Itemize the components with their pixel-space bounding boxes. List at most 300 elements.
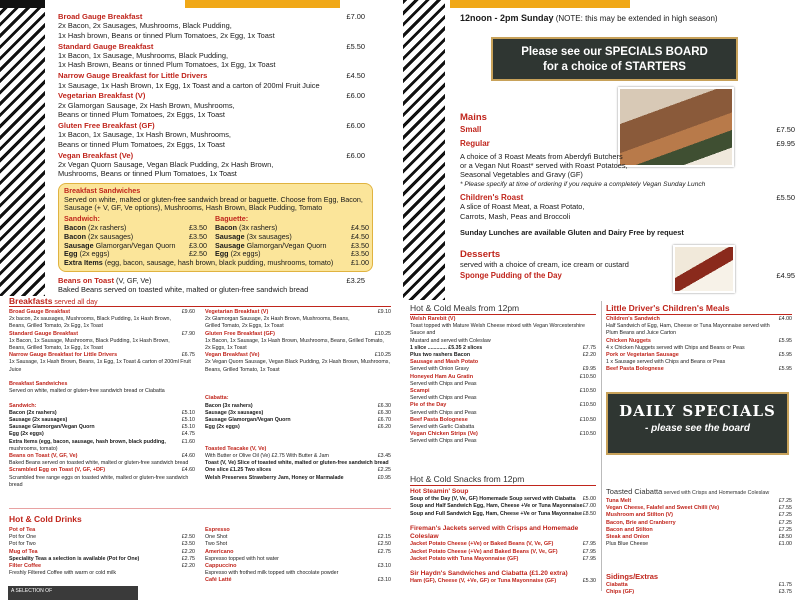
menu-row <box>606 323 792 330</box>
menu-row-text: Sir Haydn's Sandwiches and Ciabatta (£1.20 extra) <box>410 570 568 578</box>
menu-row <box>410 338 596 345</box>
menu-row <box>9 395 195 402</box>
meals-panel <box>400 296 800 600</box>
menu-row <box>9 527 195 534</box>
menu-row <box>205 417 391 424</box>
menu-row-text: Baked Beans served on toasted white, malted or gluten-free sandwich bread <box>9 460 189 467</box>
breakfast-item-desc: 1x Sausage, 1x Hash Brown, 1x Egg, 1x Toast and a carton of 200ml Fruit Juice <box>58 80 320 90</box>
breakfast-item-title: Gluten Free Breakfast (GF) <box>58 121 155 131</box>
sandwich-row-name: Egg <box>215 249 229 259</box>
menu-row-price: £6.75 <box>181 352 195 359</box>
menu-row-price: £6.30 <box>377 402 391 409</box>
menu-row-price: £7.25 <box>778 512 792 519</box>
extra-items-price: £1.00 <box>351 258 369 268</box>
breakfast-item-price: £7.00 <box>346 12 365 21</box>
menu-row <box>9 431 195 438</box>
menu-row-price: £3.45 <box>377 452 391 459</box>
mains-choice <box>460 152 795 180</box>
menu-row-text: Ham (GF), Cheese (V, +Ve, GF) or Tuna Mayonnaise (GF) <box>410 578 557 585</box>
menu-row-price: £7.95 <box>582 548 596 555</box>
menu-row-price: £2.75 <box>377 548 391 555</box>
ciabatta-sub: served with Crisps and Homemade Coleslaw <box>662 490 770 496</box>
menu-row-text: 1 slice ............. £5.35 2 slices <box>410 344 483 351</box>
sandwich-row-detail: Glamorgan/Vegan Quorn <box>244 240 327 250</box>
menu-row <box>205 570 391 577</box>
menu-row-text: Sausage Glamorgan/Vegan Quorn <box>205 417 291 423</box>
menu-row <box>410 374 596 381</box>
divider <box>606 314 792 315</box>
menu-row-price: £4.60 <box>181 467 195 474</box>
dessert-photo <box>673 245 735 293</box>
breakfast-item-title: Vegetarian Breakfast (V) <box>58 91 146 101</box>
menu-row-price: £2.50 <box>377 541 391 548</box>
sandwich-row-detail: (3x rashers) <box>236 223 278 233</box>
menu-row-text: Bacon and Stilton <box>606 526 653 533</box>
sandwiches-desc: Served on white, malted or gluten-free sandwich bread or baguette. Choose from Egg, Bacon, <box>64 194 363 204</box>
menu-row <box>9 534 195 541</box>
menu-row <box>410 563 596 570</box>
breakfast-item-title: Standard Gauge Breakfast <box>58 41 154 51</box>
sunday-mains <box>460 113 795 280</box>
regular-row <box>460 139 795 148</box>
menu-row-text: Soup of the Day (V, Ve, GF) Homemade Soup served with Ciabatta <box>410 496 576 503</box>
breakfast-item-title: Vegan Breakfast (Ve) <box>58 150 134 160</box>
sandwich-row-price: £3.50 <box>351 249 369 259</box>
menu-row <box>410 366 596 373</box>
menu-row-text: Egg (2x eggs) <box>205 424 240 431</box>
sandwich-row-name: Sausage <box>64 240 94 250</box>
menu-row <box>205 388 391 395</box>
menu-row-price: £10.50 <box>579 388 596 395</box>
sandwich-row-price: £4.50 <box>351 223 369 233</box>
menu-row-text: 1 x Sausage served with Chips and Beans or Peas <box>606 359 726 366</box>
choice-line: Seasonal Vegetables and Gravy (GF) <box>460 170 583 180</box>
sandwich-row-price: £3.50 <box>189 223 207 233</box>
sandwich-row-detail: (2x eggs) <box>77 249 110 259</box>
menu-row-text: Fireman's Jackets served with Crisps and Homemade Coleslaw <box>410 525 579 541</box>
menu-row-price: £7.90 <box>181 330 195 337</box>
menu-row <box>410 503 596 510</box>
specials-line-1: Please see our SPECIALS BOARD <box>521 46 708 58</box>
menu-row-text: Welsh Preserves Strawberry Jam, Honey or Marmalade <box>205 474 344 481</box>
little-drivers-heading: Little Driver's Children's Meals <box>606 303 730 313</box>
menu-row <box>9 331 195 338</box>
menu-row-text: Beans, Grilled Tomato, 2x Egg, 1x Toast <box>9 323 104 330</box>
menu-row <box>205 446 391 453</box>
menu-row-text: Scampi <box>410 388 430 395</box>
choice-line: A choice of 3 Roast Meats from Aberdyfi Butchers <box>460 151 623 161</box>
sandwich-column-head: Sandwich: <box>64 214 100 224</box>
menu-row-price: £5.00 <box>582 496 596 503</box>
breakfast-item <box>58 71 365 90</box>
snacks-title: Hot & Cold Snacks <box>410 474 482 484</box>
menu-row <box>9 570 195 577</box>
specials-line-2: for a choice of STARTERS <box>543 61 686 73</box>
sandwich-column-head: Baguette: <box>215 214 249 224</box>
menu-row-text: Americano <box>205 548 234 555</box>
menu-row-text: Served with Chips and Peas <box>410 409 477 416</box>
menu-row <box>9 316 195 323</box>
menu-row <box>9 309 195 316</box>
menu-row-text: Breakfast Sandwiches <box>9 381 68 388</box>
childrens-price: £5.50 <box>776 193 795 203</box>
menu-row-text: Half Sandwich of Egg, Ham, Cheese or Tuna Mayonnaise served with <box>606 323 770 330</box>
menu-row <box>410 323 596 337</box>
sunday-banner-strip <box>450 0 630 8</box>
menu-row <box>606 359 792 366</box>
menu-row-text: Standard Gauge Breakfast <box>9 330 79 337</box>
breakfast-item <box>58 91 365 119</box>
menu-row <box>205 403 391 410</box>
menu-row-text: Welsh Rarebit (V) <box>410 316 456 322</box>
menu-row-price: £1.00 <box>778 541 792 548</box>
sandwich-row-price: £4.50 <box>351 231 369 241</box>
menu-row-price: £3.10 <box>377 577 391 584</box>
breakfast-panel <box>0 0 395 296</box>
menu-row-text: Served with Chips and Peas <box>410 438 477 445</box>
sandwich-row-price: £2.50 <box>189 249 207 259</box>
ciabatta-heading <box>606 487 769 496</box>
sunday-lunch-panel <box>403 0 800 300</box>
menu-row-text: Honeyed Ham Au Gratin <box>410 373 474 380</box>
menu-row <box>410 345 596 352</box>
menu-row <box>9 352 195 359</box>
menu-row <box>606 505 792 512</box>
desserts-desc: served with a choice of cream, ice cream or custard <box>460 259 629 269</box>
menu-row <box>410 518 596 525</box>
menu-row-text: Cappuccino <box>205 563 237 570</box>
menu-row-text: Jacket Potato Cheese (+Ve) or Baked Beans (V, Ve, GF) <box>410 541 554 548</box>
menu-row-price: £7.75 <box>582 344 596 351</box>
menu-row-price: £3.50 <box>181 541 195 548</box>
menu-row-text: Soup and Half Sandwich Egg, Ham, Cheese +Ve or Tuna Mayonnaise <box>410 503 583 510</box>
menu-row-text: Ciabatta: <box>205 395 229 402</box>
menu-row-price: £10.50 <box>579 431 596 438</box>
ciabatta-column <box>606 498 792 548</box>
menu-row-text: Beans, Grilled Tomato, 1x Egg, 1x Toast <box>9 345 104 352</box>
hot-cold-meals-time: from 12pm <box>476 303 520 313</box>
menu-row <box>410 525 596 541</box>
menu-row <box>9 549 195 556</box>
menu-row-text: Jacket Potato Cheese (+Ve) and Baked Beans (V, Ve, GF) <box>410 548 558 555</box>
breakfast-item <box>58 42 365 70</box>
menu-row-price: £5.10 <box>181 409 195 416</box>
menu-row <box>205 467 391 474</box>
menu-row <box>205 577 391 584</box>
breakfast-item-price: £6.00 <box>346 91 365 101</box>
sponge-label: Sponge Pudding of the Day <box>460 270 562 280</box>
menu-row-text: Pot of Tea <box>9 527 36 533</box>
sandwich-row-name: Bacon <box>215 223 237 233</box>
menu-row <box>410 395 596 402</box>
menu-row <box>205 359 391 366</box>
menu-row-text: Broad Gauge Breakfast <box>9 309 71 315</box>
menu-row-text: Scrambled Egg on Toast (V, GF, +DF) <box>9 467 106 474</box>
menu-row-text: Jacket Potato with Tuna Mayonnaise (GF) <box>410 555 519 562</box>
menu-row <box>205 323 391 330</box>
menu-row-text: Served with Chips and Peas <box>410 380 477 387</box>
menu-row-text: Plum Beans and Juice Carton <box>606 330 677 337</box>
menu-row-text: Espresso with frothed milk topped with chocolate powder <box>205 570 339 577</box>
menu-row-text: Pie of the Day <box>410 402 447 409</box>
menu-row <box>205 424 391 431</box>
menu-row-text: Beans on Toast (V, GF, Ve) <box>9 453 78 460</box>
sandwich-row-name: Bacon <box>64 231 86 241</box>
childrens-desc: Carrots, Mash, Peas and Broccoli <box>460 211 571 221</box>
menu-row <box>205 367 391 374</box>
menu-row <box>410 496 596 503</box>
menu-row <box>205 439 391 446</box>
menu-row <box>410 511 596 518</box>
beans-desc: Baked Beans served on toasted white, malted or gluten-free sandwich bread <box>58 285 309 295</box>
menu-row <box>205 374 391 381</box>
menu-row <box>205 460 391 467</box>
sandwich-row-name: Sausage <box>215 231 245 241</box>
menu-row-text: Beef Pasta Bolognese <box>410 416 468 423</box>
menu-row-price: £10.25 <box>374 352 391 359</box>
menu-row-text: Bacon, Brie and Cranberry <box>606 519 676 526</box>
sidings-column <box>606 582 792 596</box>
breakfast-item-desc: 1x Bacon, 1x Sausage, Mushrooms, Black Pudding, <box>58 51 229 61</box>
breakfast-item-price: £6.00 <box>346 121 365 131</box>
sandwich-row-detail: (2x sausages) <box>85 231 134 241</box>
menu-row-text: Served with Garlic Ciabatta <box>410 424 475 431</box>
menu-row-price: £10.25 <box>374 330 391 337</box>
menu-row <box>205 527 391 534</box>
sandwiches-title: Breakfast Sandwiches <box>64 185 141 195</box>
menu-row-text: Filter Coffee <box>9 563 42 570</box>
breakfast-item-desc: 2x Bacon, 2x Sausages, Mushrooms, Black Pudding, <box>58 21 232 31</box>
menu-row-text: Sausage (2x sausages) <box>9 417 68 424</box>
menu-row <box>9 475 195 489</box>
menu-row-text: Toasted Teacake (V, Ve) <box>205 445 267 452</box>
menu-row-text: 1x Sausage, 1x Hash Brown, Beans, 1x Egg, 1x Toast & carton of 200ml Fruit Juice <box>9 359 191 373</box>
menu-row-text: Plus two rashers Bacon <box>410 352 471 359</box>
menu-row <box>606 366 792 373</box>
breakfast-item-price: £6.00 <box>346 150 365 160</box>
all-day-heading-title: Breakfasts <box>9 296 53 306</box>
menu-row <box>205 556 391 563</box>
menu-row-text: Vegan Breakfast (Ve) <box>205 352 260 359</box>
menu-row <box>9 410 195 417</box>
menu-row-price: £1.75 <box>778 582 792 588</box>
menu-row-price: £5.30 <box>582 578 596 585</box>
breakfast-item-desc: 2x Vegan Quorn Sausage, Vegan Black Pudding, 2x Hash Brown, <box>58 160 274 170</box>
menu-row <box>205 541 391 548</box>
divider <box>9 508 391 509</box>
menu-row <box>9 417 195 424</box>
menu-row-price: £5.95 <box>778 337 792 344</box>
menu-row-price: £2.20 <box>582 352 596 359</box>
decorative-rail-top <box>0 0 45 8</box>
menu-row-price: £2.20 <box>181 548 195 555</box>
menu-row-text: 1x Bacon, 1x Sausage, 1x Hash Brown, Mushrooms, Beans, Grilled Tomato, <box>205 337 384 344</box>
menu-row-text: 1x Bacon, 1x Sausage, Mushrooms, Black Pudding, 1x Hash Brown, <box>9 337 170 344</box>
menu-row <box>9 424 195 431</box>
hot-cold-meals-title: Hot & Cold Meals <box>410 303 477 313</box>
menu-row <box>9 345 195 352</box>
menu-row-text: Two Shot <box>205 541 228 548</box>
menu-row-text: Freshly Filtered Coffee with warm or cold milk <box>9 570 117 577</box>
snacks-column <box>410 488 596 586</box>
breakfast-item-desc: 1x Bacon, 1x Sausage, 1x Hash Brown, Mushrooms, <box>58 130 231 140</box>
menu-row <box>9 563 195 570</box>
menu-row-price: £4.00 <box>778 316 792 322</box>
menu-row <box>410 388 596 395</box>
small-label: Small <box>460 125 482 135</box>
menu-row-text: Beans, Grilled Tomato, 1x Toast <box>205 366 280 373</box>
regular-label: Regular <box>460 138 490 148</box>
all-day-left-column <box>9 309 195 489</box>
menu-row-text: 2x Eggs, 1x Toast <box>205 345 247 352</box>
menu-row-text: Chips (GF) <box>606 589 635 596</box>
menu-row <box>410 424 596 431</box>
menu-row-text: Sausage and Mash Potato <box>410 359 479 366</box>
menu-row <box>410 410 596 417</box>
menu-row <box>9 388 195 395</box>
childrens-row <box>460 193 795 202</box>
menu-row-price: £2.50 <box>181 534 195 541</box>
menu-row <box>606 498 792 505</box>
menu-row-text: Espresso <box>205 527 230 533</box>
beans-title-row <box>58 276 365 285</box>
menu-row <box>205 453 391 460</box>
menu-row <box>9 323 195 330</box>
menu-row-text: Extra Items (egg, bacon, sausage, hash brown, black pudding, <box>9 438 166 445</box>
menu-row <box>410 438 596 445</box>
menu-row <box>606 527 792 534</box>
menu-row-price: £5.95 <box>778 366 792 373</box>
menu-row <box>205 352 391 359</box>
mains-title: Mains <box>460 112 487 123</box>
menu-row <box>606 345 792 352</box>
menu-row-price: £7.55 <box>778 505 792 512</box>
menu-row <box>205 475 391 482</box>
menu-row-price: £3.75 <box>778 589 792 596</box>
menu-row-text: Café Latté <box>205 577 232 584</box>
desserts-title: Desserts <box>460 249 501 261</box>
menu-row-text: Mushroom and Stilton (V) <box>606 512 673 519</box>
menu-row <box>9 460 195 467</box>
menu-row-price: £6.30 <box>377 409 391 416</box>
sandwich-row-name: Egg <box>64 249 78 259</box>
menu-row <box>410 541 596 548</box>
ciabatta-title: Toasted Ciabatta <box>606 487 663 496</box>
menu-row <box>9 359 195 373</box>
menu-row-price: £5.10 <box>181 424 195 431</box>
menu-row-text: Beef Pasta Bolognese <box>606 366 664 373</box>
sandwich-row-price: £3.50 <box>351 240 369 250</box>
breakfast-item <box>58 121 365 149</box>
menu-row-text: Tuna Melt <box>606 498 632 504</box>
decorative-rail <box>0 0 45 296</box>
menu-row-text: Vegan Chicken Strips (Ve) <box>410 431 478 438</box>
menu-row <box>9 381 195 388</box>
menu-row <box>606 316 792 323</box>
menu-row-text: Mustard and served with Coleslaw <box>410 337 491 344</box>
hot-cold-meals-heading <box>410 303 519 313</box>
menu-row <box>410 488 596 496</box>
menu-row-text: Scrambled free range eggs on toasted white, malted or gluten-free sandwich bread <box>9 474 189 488</box>
menu-row <box>410 578 596 585</box>
menu-row-text: Children's Sandwich <box>606 316 660 322</box>
menu-row-price: £7.95 <box>582 555 596 562</box>
menu-row <box>9 453 195 460</box>
sandwiches-desc: Sausage (+ V, GF, Ve options), Mushrooms, Hash Brown, Black Pudding, Tomato <box>64 203 323 213</box>
menu-row-text: Plus Blue Cheese <box>606 541 649 548</box>
menu-row-text: Sausage (3x sausages) <box>205 409 264 416</box>
menu-row-text: Gluten Free Breakfast (GF) <box>205 330 275 337</box>
choice-line: or a Vegan Nut Roast* served with Roast Potatoes, <box>460 161 628 171</box>
menu-row <box>410 316 596 323</box>
vegan-note: * Please specify at time of ordering if you require a completely Vegan Sunday Lunch <box>460 180 706 188</box>
menu-row <box>410 570 596 578</box>
menu-row <box>410 359 596 366</box>
menu-row-text: One slice £1.25 Two slices <box>205 467 272 474</box>
menu-row <box>606 534 792 541</box>
sandwich-row-detail: (2x eggs) <box>228 249 261 259</box>
all-day-right-column <box>205 309 391 482</box>
menu-row-text: 2x bacon, 2x sausages, Mushrooms, Black Pudding, 1x Hash Brown, <box>9 316 171 323</box>
menu-row <box>205 345 391 352</box>
menu-row-price: £7.25 <box>778 498 792 504</box>
menu-row-text: 2x Vegan Quorn Sausage, Vegan Black Pudding, 2x Hash Brown, Mushrooms, <box>205 359 390 366</box>
divider <box>410 485 596 486</box>
menu-row-price: £10.50 <box>579 373 596 380</box>
menu-row <box>9 439 195 446</box>
menu-row-price: £7.25 <box>778 519 792 526</box>
extra-items-label: Extra Items <box>64 258 103 268</box>
menu-row <box>410 352 596 359</box>
menu-row <box>9 556 195 563</box>
menu-row-price: £7.00 <box>582 503 596 510</box>
divider <box>9 306 391 307</box>
sandwich-row-detail: (2x rashers) <box>85 223 127 233</box>
sandwich-columns <box>64 214 369 259</box>
all-day-heading-sub: served all day <box>52 299 98 306</box>
snacks-time: from 12pm <box>481 474 525 484</box>
menu-row-text: Speciality Teas a selection is available (Pot for One) <box>9 555 140 562</box>
menu-row <box>9 446 195 453</box>
gf-note: Sunday Lunches are available Gluten and Dairy Free by request <box>460 227 684 237</box>
menu-row <box>205 381 391 388</box>
menu-row <box>205 563 391 570</box>
beans-price: £3.25 <box>346 276 365 286</box>
sandwich-column <box>215 214 369 259</box>
menu-row-price: £10.50 <box>579 416 596 423</box>
menu-row-text: Sausage Glamorgan/Vegan Quorn <box>9 424 95 431</box>
decorative-rail <box>403 0 445 300</box>
menu-row-price: £0.95 <box>377 474 391 481</box>
menu-row-text: 2x Glamorgan Sausage, 2x Hash Brown, Mushrooms, Beans, <box>205 316 350 323</box>
breakfast-item-desc: Mushrooms, Beans or tinned Plum Tomatoes, 1x Toast <box>58 169 237 179</box>
menu-row-price: £7.95 <box>582 541 596 548</box>
menu-row-price: £4.75 <box>181 431 195 438</box>
sidings-heading: Sidings/Extras <box>606 572 659 581</box>
menu-row <box>410 417 596 424</box>
menu-row <box>205 309 391 316</box>
sandwich-row-detail: Glamorgan/Vegan Quorn <box>93 240 176 250</box>
breakfast-item-desc: 1x Hash brown, Beans or tinned Plum Tomatoes, 2x Egg, 1x Toast <box>58 30 275 40</box>
menu-row-price: £5.95 <box>778 352 792 359</box>
menu-row-price: £8.50 <box>778 534 792 541</box>
beans-on-toast <box>58 276 365 295</box>
menu-row <box>410 556 596 563</box>
menu-row <box>9 374 195 381</box>
menu-row <box>410 402 596 409</box>
menu-row-price: £2.20 <box>181 563 195 570</box>
menu-row-text: Pot for Two <box>9 541 36 548</box>
